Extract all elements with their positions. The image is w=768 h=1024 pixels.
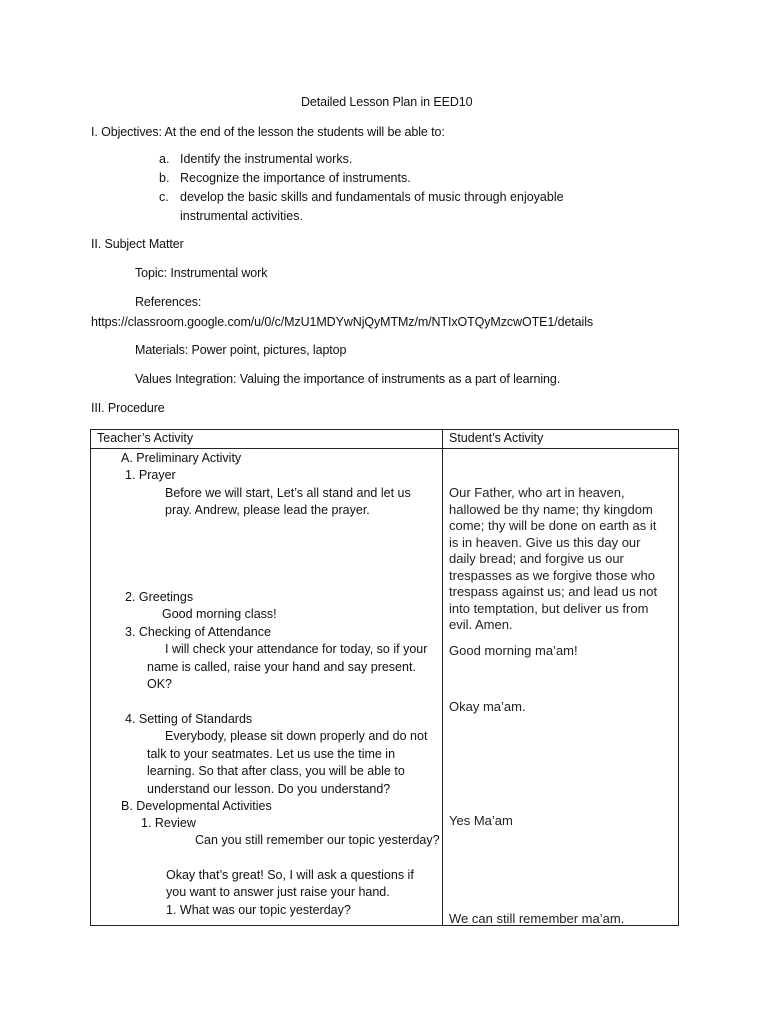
objective-marker: b.	[159, 171, 170, 185]
teacher-line: Everybody, please sit down properly and do not	[165, 729, 428, 743]
teacher-line: 1. Prayer	[125, 468, 176, 482]
teacher-line: Before we will start, Let’s all stand and let us	[165, 486, 411, 500]
teacher-line: Can you still remember our topic yesterday?	[195, 833, 440, 847]
teacher-line: 3. Checking of Attendance	[125, 625, 271, 639]
teacher-line: understand our lesson. Do you understand?	[147, 782, 391, 796]
student-greeting: Good morning ma’am!	[449, 643, 578, 658]
student-header-cell	[443, 430, 679, 449]
materials-line: Materials: Power point, pictures, laptop	[135, 343, 347, 357]
column-divider	[442, 448, 443, 925]
student-prayer-line: come; thy will be done on earth as it	[449, 518, 657, 533]
teacher-line: A. Preliminary Activity	[121, 451, 242, 465]
student-remember: We can still remember ma’am.	[449, 911, 625, 926]
student-yes: Yes Ma’am	[449, 813, 513, 828]
student-prayer-line: into temptation, but deliver us from	[449, 601, 649, 616]
topic-line: Topic: Instrumental work	[135, 266, 268, 280]
table-header-row	[91, 430, 679, 449]
procedure-table	[90, 429, 679, 926]
teacher-line: name is called, raise your hand and say present.	[147, 660, 416, 674]
objective-marker: c.	[159, 190, 169, 204]
procedure-heading: III. Procedure	[91, 401, 165, 415]
student-prayer-line: is in heaven. Give us this day our	[449, 535, 641, 550]
teacher-line: 1. Review	[141, 816, 196, 830]
teacher-line: OK?	[147, 677, 173, 691]
teacher-line: 4. Setting of Standards	[125, 712, 253, 726]
objectives-heading-line	[91, 124, 445, 141]
objectives-intro: At the end of the lesson the students will be able to:	[164, 125, 445, 139]
activity-body	[91, 449, 678, 925]
student-prayer-line: trespasses as we forgive those who	[449, 568, 655, 583]
objective-marker: a.	[159, 152, 170, 166]
student-activity-header: Student’s Activity	[449, 431, 544, 445]
student-prayer-line: Our Father, who art in heaven,	[449, 485, 625, 500]
references-url: https://classroom.google.com/u/0/c/MzU1MDYwNjQyMTMz/m/NTIxOTQyMzcwOTE1/details	[91, 315, 594, 329]
references-label: References:	[135, 295, 202, 309]
student-okay: Okay ma’am.	[449, 699, 526, 714]
teacher-line: B. Developmental Activities	[121, 799, 272, 813]
values-line: Values Integration: Valuing the importance of instruments as a part of learning.	[135, 372, 561, 386]
objective-text: instrumental activities.	[180, 209, 303, 223]
teacher-line: 1. What was our topic yesterday?	[166, 903, 351, 917]
teacher-line: learning. So that after class, you will be able to	[147, 764, 405, 778]
teacher-line: talk to your seatmates. Let us use the time in	[147, 747, 396, 761]
subject-matter-heading: II. Subject Matter	[91, 237, 184, 251]
student-prayer-line: evil. Amen.	[449, 617, 513, 632]
teacher-line: 2. Greetings	[125, 590, 194, 604]
teacher-header-cell	[91, 430, 443, 449]
student-prayer-line: trespass against us; and lead us not	[449, 584, 658, 599]
student-prayer-line: daily bread; and forgive us our	[449, 551, 624, 566]
teacher-activity-header: Teacher’s Activity	[97, 431, 194, 445]
objective-text: Identify the instrumental works.	[180, 152, 353, 166]
objectives-heading: I. Objectives:	[91, 125, 162, 139]
teacher-line: I will check your attendance for today, so if your	[165, 642, 428, 656]
activity-body-cell	[91, 449, 679, 926]
objective-text: develop the basic skills and fundamentals of music through enjoyable	[180, 190, 564, 204]
student-prayer-line: hallowed be thy name; thy kingdom	[449, 502, 653, 517]
teacher-line: you want to answer just raise your hand.	[166, 885, 390, 899]
teacher-line: pray. Andrew, please lead the prayer.	[165, 503, 370, 517]
page-title: Detailed Lesson Plan in EED10	[301, 95, 473, 109]
objective-text: Recognize the importance of instruments.	[180, 171, 411, 185]
table-body-row	[91, 449, 679, 926]
teacher-line: Okay that’s great! So, I will ask a questions if	[166, 868, 414, 882]
teacher-line: Good morning class!	[162, 607, 277, 621]
